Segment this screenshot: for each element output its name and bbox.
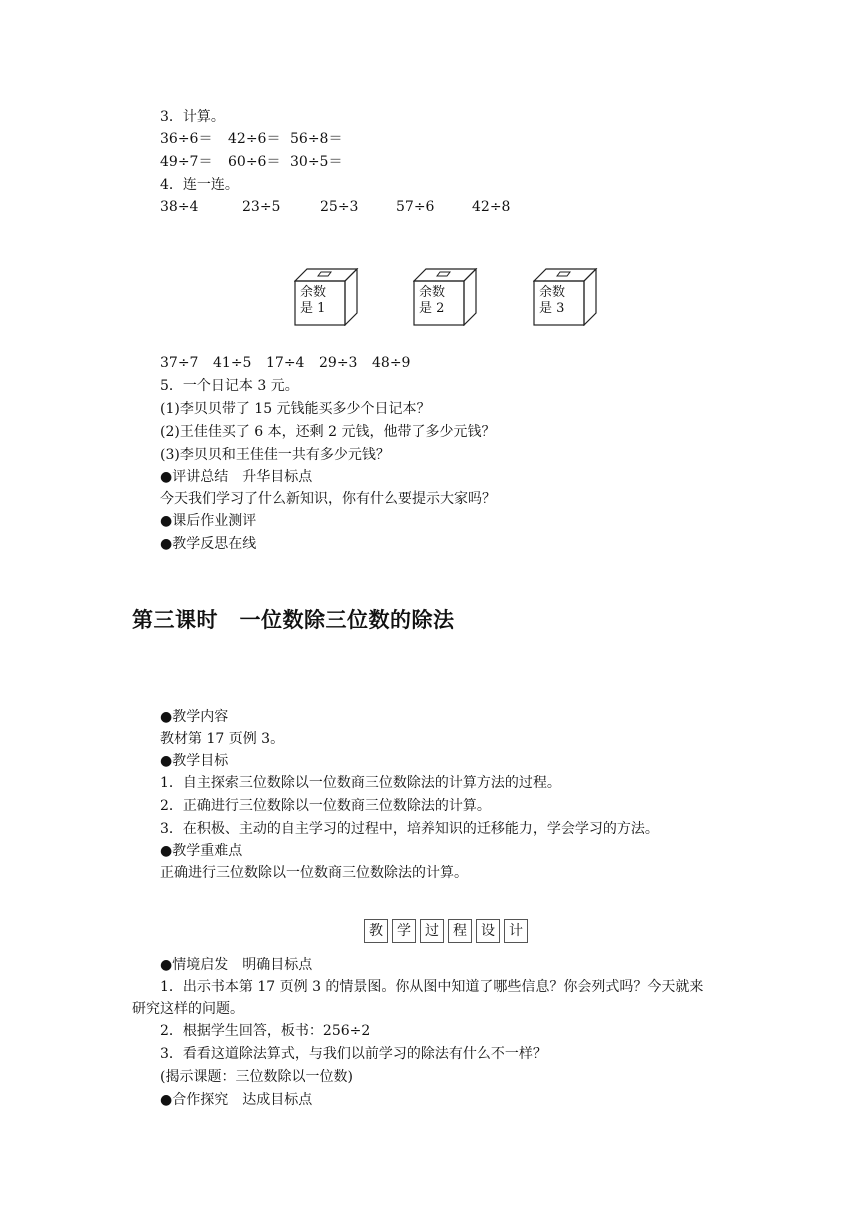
- goal-item: 1．自主探索三位数除以一位数商三位数除法的计算方法的过程。: [160, 775, 561, 791]
- match-expression: 42÷8: [472, 199, 511, 215]
- exercise-5-question-1: (1)李贝贝带了 15 元钱能买多少个日记本？: [160, 401, 431, 417]
- match-expression: 29÷3: [319, 355, 358, 371]
- box-label: 余数 是 3: [539, 285, 566, 316]
- exercise-4-title: 4．连一连。: [160, 177, 239, 193]
- exercise-5-question-3: (3)李贝贝和王佳佳一共有多少元钱？: [160, 447, 390, 463]
- banner-char: 计: [504, 919, 528, 943]
- match-expression: 17÷4: [266, 355, 305, 371]
- calc-row-1: [160, 128, 342, 150]
- remainder-box-1: [294, 268, 360, 326]
- match-expression: 37÷7: [160, 355, 199, 371]
- match-expression: 25÷3: [320, 199, 359, 215]
- lesson-title: 第三课时 一位数除三位数的除法: [132, 608, 455, 632]
- match-expression: 57÷6: [396, 199, 435, 215]
- exercise-3-title: 3．计算。: [160, 109, 225, 125]
- box-label: 余数 是 1: [300, 285, 327, 316]
- situation-item: 2．根据学生回答，板书：256÷2: [160, 1023, 371, 1039]
- summary-heading: ●评讲总结 升华目标点: [160, 469, 313, 485]
- process-design-banner: [364, 919, 528, 943]
- situation-item: 3．看看这道除法算式，与我们以前学习的除法有什么不一样？: [160, 1046, 547, 1062]
- match-expression: 41÷5: [213, 355, 252, 371]
- banner-char: 学: [392, 919, 416, 943]
- cooperation-heading: ●合作探究 达成目标点: [160, 1092, 313, 1108]
- calc-item: 60÷6＝: [228, 154, 281, 170]
- key-points-heading: ●教学重难点: [160, 843, 243, 859]
- situation-note: (揭示课题：三位数除以一位数): [160, 1069, 353, 1085]
- situation-heading: ●情境启发 明确目标点: [160, 957, 313, 973]
- calc-row-2: [160, 151, 342, 173]
- goal-heading: ●教学目标: [160, 753, 229, 769]
- calc-item: 56÷8＝: [290, 131, 343, 147]
- match-top-row: [160, 196, 510, 218]
- remainder-box-3: [533, 268, 599, 326]
- goal-item: 2．正确进行三位数除以一位数商三位数除法的计算。: [160, 798, 491, 814]
- exercise-5-title: 5．一个日记本 3 元。: [160, 378, 299, 394]
- goal-item: 3．在积极、主动的自主学习的过程中，培养知识的迁移能力，学会学习的方法。: [160, 821, 659, 837]
- remainder-box-2: [413, 268, 479, 326]
- exercise-5-question-2: (2)王佳佳买了 6 本，还剩 2 元钱，他带了多少元钱？: [160, 424, 496, 440]
- banner-char: 设: [476, 919, 500, 943]
- calc-item: 36÷6＝: [160, 131, 213, 147]
- calc-item: 49÷7＝: [160, 154, 213, 170]
- summary-text: 今天我们学习了什么新知识，你有什么要提示大家吗？: [160, 491, 496, 507]
- content-text: 教材第 17 页例 3。: [160, 731, 285, 747]
- match-expression: 48÷9: [372, 355, 411, 371]
- box-label: 余数 是 2: [419, 285, 446, 316]
- situation-item-continued: 研究这样的问题。: [132, 1001, 244, 1017]
- reflection-heading: ●教学反思在线: [160, 536, 257, 552]
- homework-heading: ●课后作业测评: [160, 513, 257, 529]
- situation-item: 1．出示书本第 17 页例 3 的情景图。你从图中知道了哪些信息？你会列式吗？今天就来: [160, 979, 704, 995]
- key-points-text: 正确进行三位数除以一位数商三位数除法的计算。: [160, 865, 468, 881]
- calc-item: 30÷5＝: [290, 154, 343, 170]
- banner-char: 教: [364, 919, 388, 943]
- content-heading: ●教学内容: [160, 709, 229, 725]
- match-expression: 23÷5: [242, 199, 281, 215]
- calc-item: 42÷6＝: [228, 131, 281, 147]
- banner-char: 过: [420, 919, 444, 943]
- match-bottom-row: [160, 352, 410, 374]
- banner-char: 程: [448, 919, 472, 943]
- match-expression: 38÷4: [160, 199, 199, 215]
